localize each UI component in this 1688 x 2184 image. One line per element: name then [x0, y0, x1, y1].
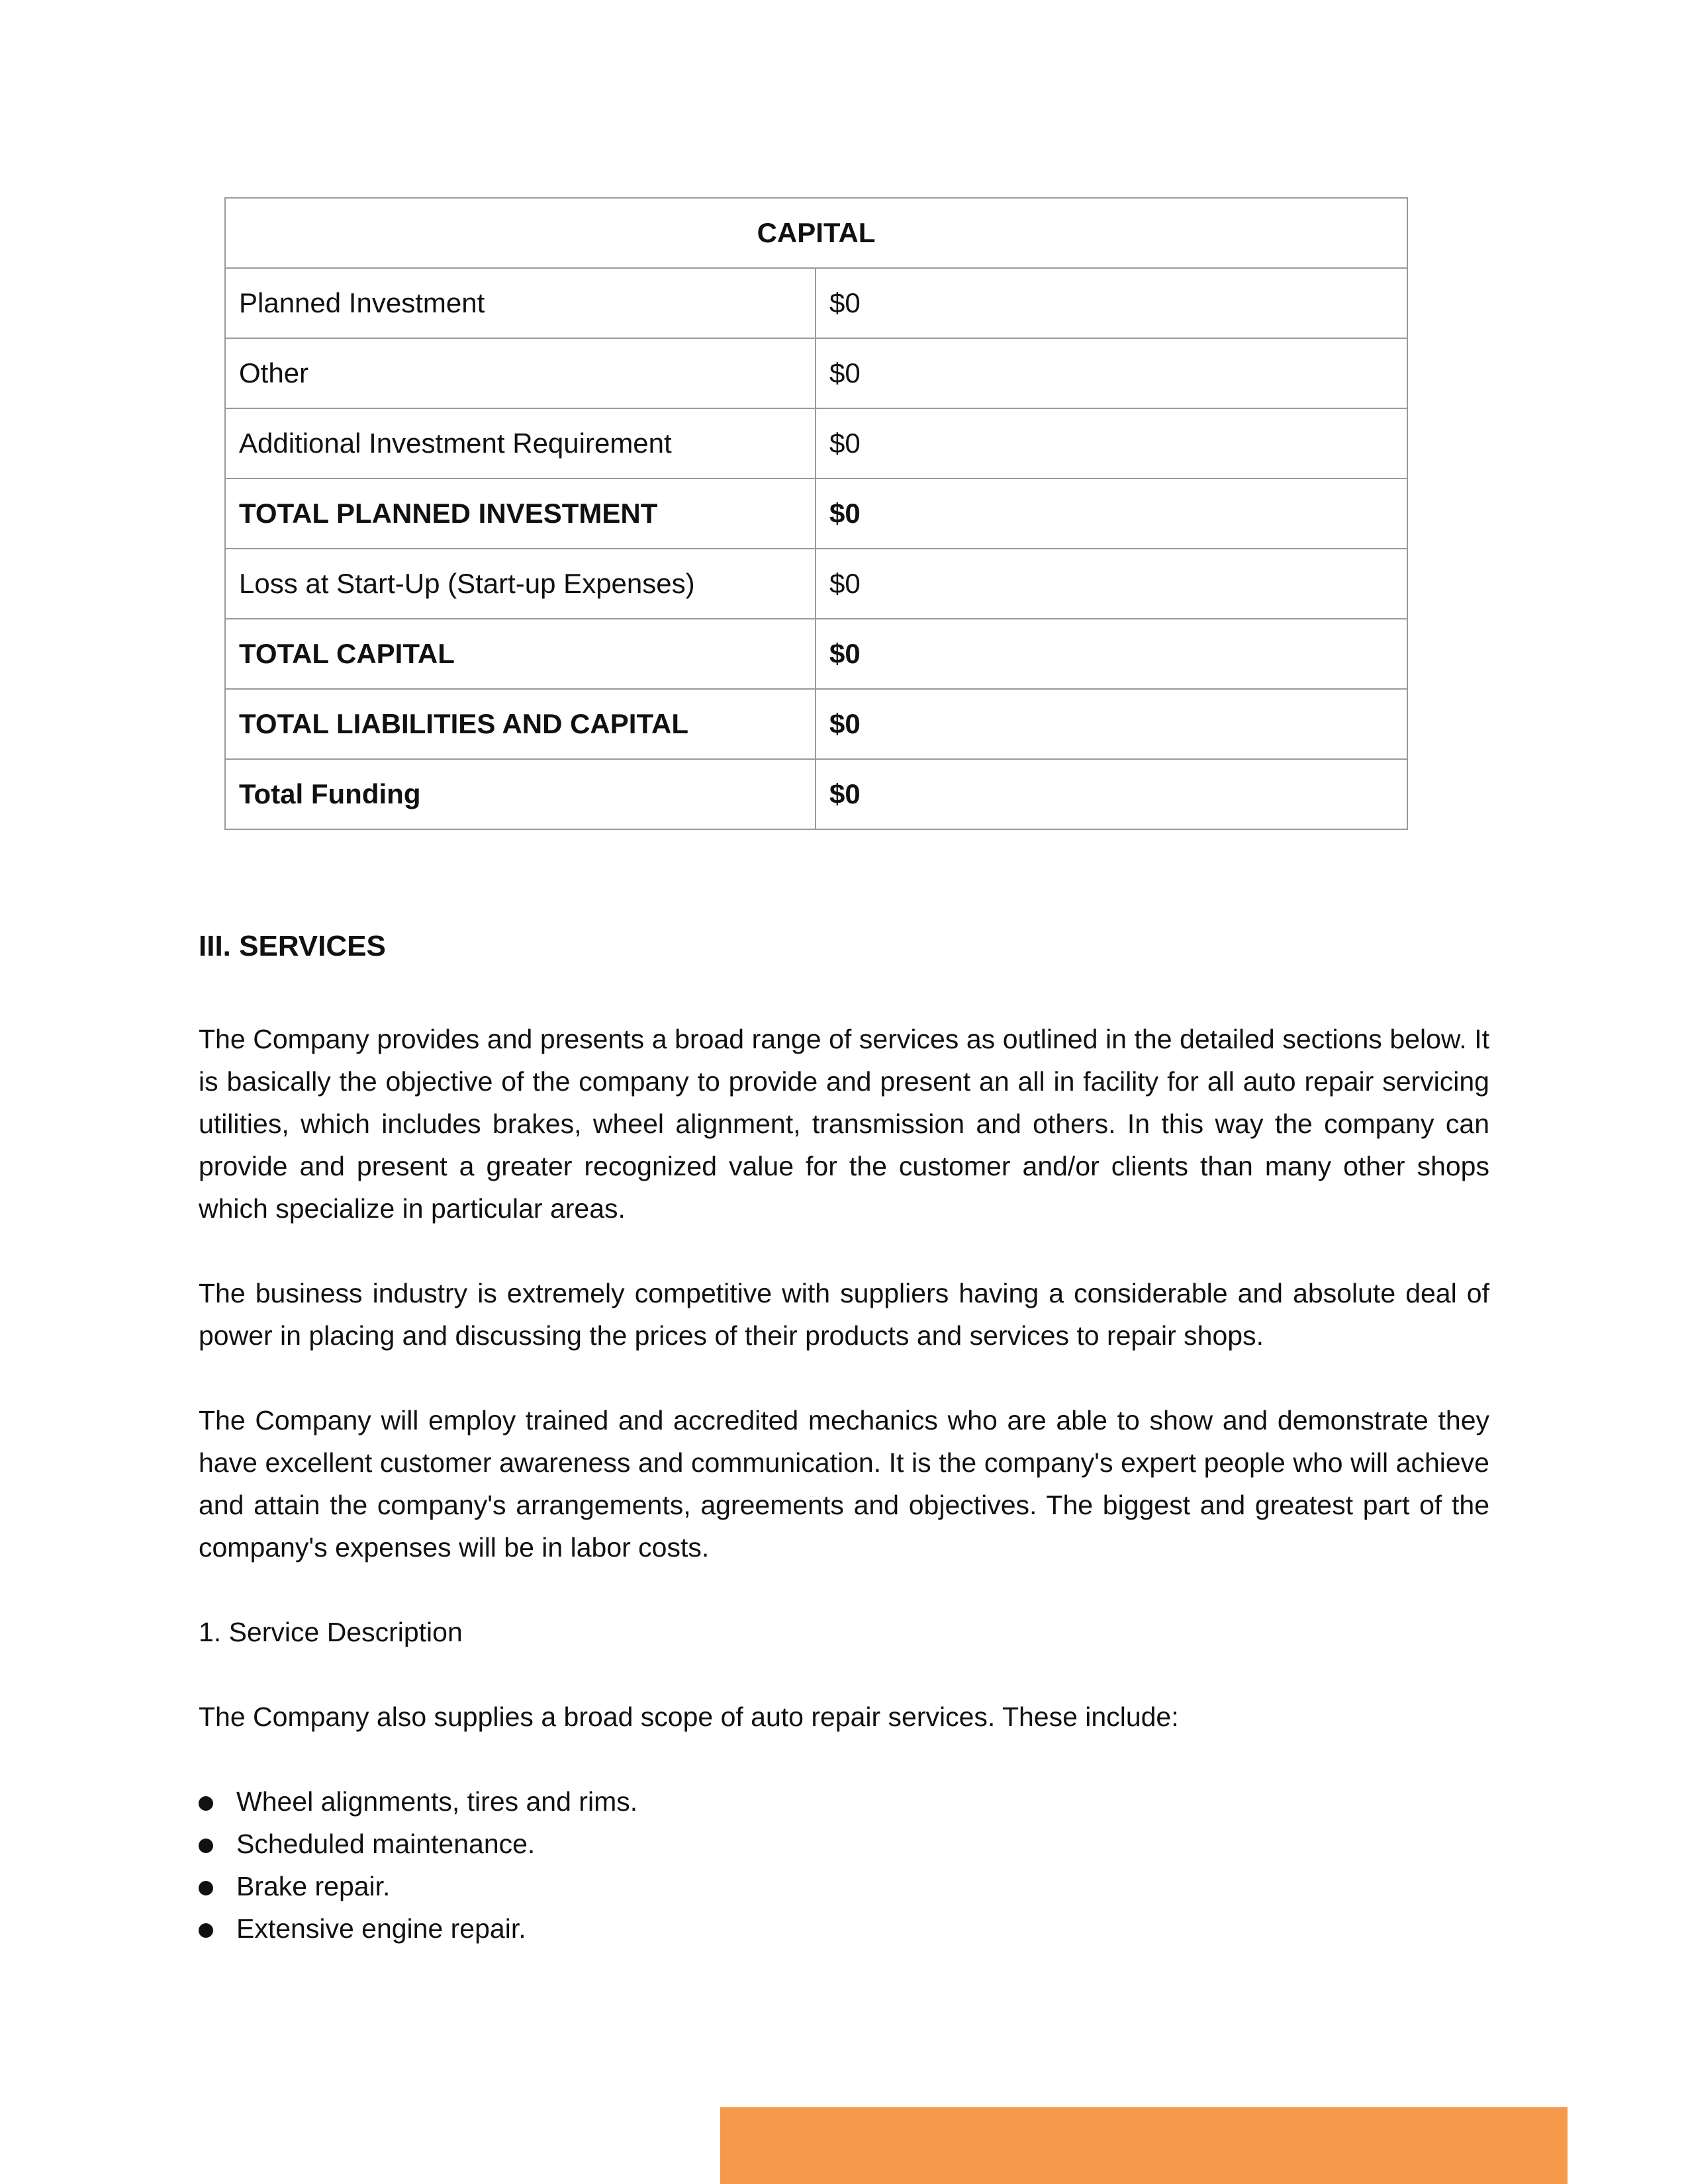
table-row — [225, 549, 1407, 619]
table-row — [225, 268, 1407, 338]
body-paragraph: The Company will employ trained and accredited mechanics who are able to show and demonstrate they have excellent customer awareness and communication. It is the company's expert people who will achieve and attain the company's arrangements, agreements and objectives. The biggest and greatest part of the company's expenses will be in labor costs. — [199, 1405, 1489, 1563]
row-value: $0 — [816, 268, 1407, 338]
list-item-text: Wheel alignments, tires and rims. — [236, 1786, 638, 1817]
row-value: $0 — [816, 549, 1407, 619]
list-item — [199, 1907, 1489, 1950]
table-row — [225, 759, 1407, 829]
bullet-icon — [199, 1796, 213, 1811]
table-row — [225, 408, 1407, 478]
row-value: $0 — [816, 689, 1407, 759]
table-header-row — [225, 198, 1407, 268]
row-label: Planned Investment — [225, 268, 816, 338]
list-intro: The Company also supplies a broad scope of auto repair services. These include: — [199, 1702, 1179, 1732]
table-header: CAPITAL — [225, 198, 1407, 268]
row-label: TOTAL CAPITAL — [225, 619, 816, 689]
row-label: TOTAL LIABILITIES AND CAPITAL — [225, 689, 816, 759]
list-item — [199, 1865, 1489, 1907]
services-content — [199, 1018, 1489, 1950]
row-value: $0 — [816, 338, 1407, 408]
list-item — [199, 1780, 1489, 1823]
row-label: Total Funding — [225, 759, 816, 829]
table-row — [225, 478, 1407, 549]
row-value: $0 — [816, 478, 1407, 549]
list-item-text: Extensive engine repair. — [236, 1913, 526, 1944]
list-item-text: Scheduled maintenance. — [236, 1829, 536, 1859]
row-label: TOTAL PLANNED INVESTMENT — [225, 478, 816, 549]
list-item — [199, 1823, 1489, 1865]
table-row — [225, 689, 1407, 759]
subsection-title: 1. Service Description — [199, 1617, 463, 1647]
body-paragraph: The Company provides and presents a broad range of services as outlined in the detailed sections below. It is basically the objective of the company to provide and present an all in facility for all auto repair servicing utilities, which includes brakes, wheel alignment, transmission and others. In this way the company can provide and present a greater recognized value for the customer and/or clients than many other shops which specialize in particular areas. — [199, 1024, 1489, 1224]
table-row — [225, 338, 1407, 408]
bullet-icon — [199, 1923, 213, 1938]
row-value: $0 — [816, 759, 1407, 829]
table-row — [225, 619, 1407, 689]
row-value: $0 — [816, 619, 1407, 689]
row-label: Additional Investment Requirement — [225, 408, 816, 478]
services-list — [199, 1780, 1489, 1950]
section-title: III. SERVICES — [199, 930, 386, 962]
capital-table — [224, 197, 1408, 830]
row-label: Other — [225, 338, 816, 408]
list-item-text: Brake repair. — [236, 1871, 391, 1901]
bullet-icon — [199, 1839, 213, 1853]
body-paragraph: The business industry is extremely competitive with suppliers having a considerable and absolute deal of power in placing and discussing the prices of their products and services to repair shops. — [199, 1278, 1489, 1351]
footer-accent-bar — [720, 2107, 1568, 2184]
bullet-icon — [199, 1881, 213, 1895]
row-value: $0 — [816, 408, 1407, 478]
row-label: Loss at Start-Up (Start-up Expenses) — [225, 549, 816, 619]
